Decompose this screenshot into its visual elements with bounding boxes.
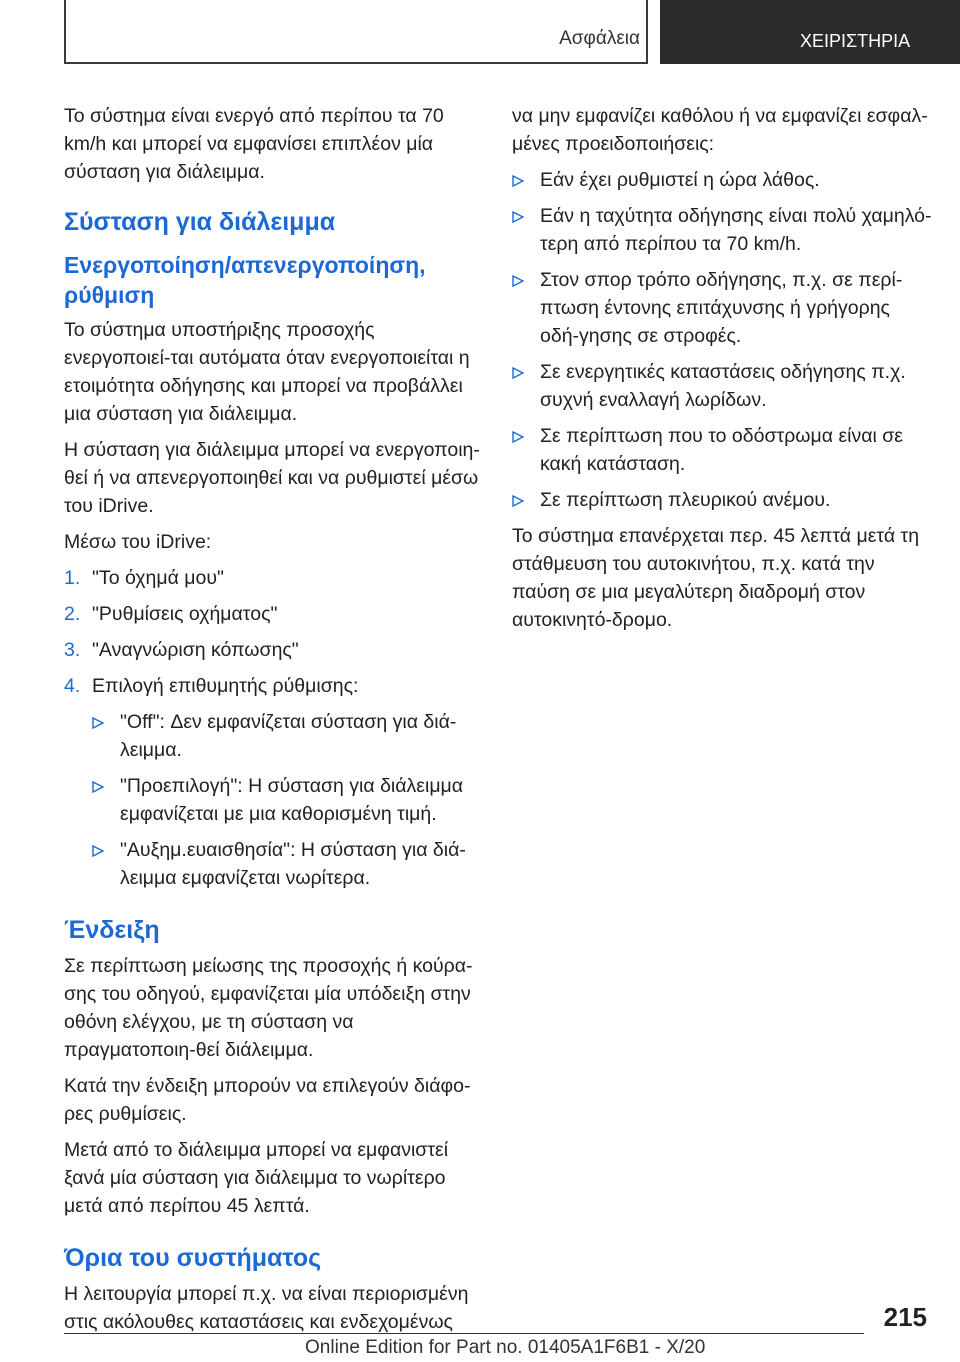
step-item bbox=[64, 636, 486, 664]
footer-divider bbox=[64, 1333, 864, 1334]
header-chapter-tab: ΧΕΙΡΙΣΤΗΡΙΑ bbox=[660, 0, 960, 64]
paragraph: Η λειτουργία μπορεί π.χ. να είναι περιορισμένη στις ακόλουθες καταστάσεις και ενδεχομένως bbox=[64, 1283, 469, 1333]
step-number: 2. bbox=[64, 603, 81, 625]
bullet-item bbox=[512, 358, 934, 414]
step-text: "Ρυθμίσεις οχήματος" bbox=[92, 603, 278, 625]
right-column bbox=[512, 102, 934, 642]
step-number: 3. bbox=[64, 639, 81, 661]
paragraph: Μετά από το διάλειμμα μπορεί να εμφανιστεί ξανά μία σύσταση για διάλειμμα το νωρίτερο μετά από περίπου 45 λεπτά. bbox=[64, 1139, 449, 1217]
paragraph: Η σύσταση για διάλειμμα μπορεί να ενεργοποιη-θεί ή να απενεργοποιηθεί και να ρυθμιστεί μέσω του iDrive. bbox=[64, 439, 480, 517]
paragraph: Το σύστημα επανέρχεται περ. 45 λεπτά μετά τη στάθμευση του αυτοκινήτου, π.χ. κατά την παύση σε μια μεγαλύτερη διαδρομή στον αυτοκινητό-δρομο. bbox=[512, 525, 920, 631]
option-text: "Αυξημ.ευαισθησία": Η σύσταση για διά-λειμμα εμφανίζεται νωρίτερα. bbox=[120, 839, 466, 889]
bullet-item bbox=[512, 266, 934, 350]
bullet-text: Σε ενεργητικές καταστάσεις οδήγησης π.χ. συχνή εναλλαγή λωρίδων. bbox=[540, 361, 906, 411]
triangle-bullet-icon bbox=[512, 166, 540, 194]
header-section-title: Ασφάλεια bbox=[559, 28, 640, 49]
step-number: 1. bbox=[64, 567, 81, 589]
intro-paragraph: Το σύστημα είναι ενεργό από περίπου τα 70 km/h και μπορεί να εμφανίσει επιπλέον μία σύσταση για διάλειμμα. bbox=[64, 105, 444, 183]
section-heading-indication: Ένδειξη bbox=[64, 916, 160, 944]
option-text: "Προεπιλογή": Η σύσταση για διάλειμμα εμφανίζεται με μια καθορισμένη τιμή. bbox=[120, 775, 464, 825]
triangle-bullet-icon bbox=[92, 772, 120, 828]
triangle-bullet-icon bbox=[512, 266, 540, 350]
step-text: "Το όχημά μου" bbox=[92, 567, 224, 589]
paragraph: Κατά την ένδειξη μπορούν να επιλεγούν διάφο-ρες ρυθμίσεις. bbox=[64, 1075, 471, 1125]
option-item bbox=[64, 836, 486, 892]
bullet-text: Στον σπορ τρόπο οδήγησης, π.χ. σε περί-πτωση έντονης επιτάχυνσης ή γρήγορης οδή-γησης σε στροφές. bbox=[540, 269, 903, 347]
triangle-bullet-icon bbox=[512, 422, 540, 478]
bullet-text: Σε περίπτωση που το οδόστρωμα είναι σε κακή κατάσταση. bbox=[540, 425, 903, 475]
paragraph: να μην εμφανίζει καθόλου ή να εμφανίζει εσφαλ-μένες προειδοποιήσεις: bbox=[512, 105, 928, 155]
bullet-text: Σε περίπτωση πλευρικού ανέμου. bbox=[540, 489, 831, 511]
bullet-item bbox=[512, 166, 934, 194]
triangle-bullet-icon bbox=[512, 202, 540, 258]
page-number: 215 bbox=[883, 1302, 927, 1332]
triangle-bullet-icon bbox=[92, 836, 120, 892]
step-number: 4. bbox=[64, 675, 81, 697]
bullet-text: Εάν η ταχύτητα οδήγησης είναι πολύ χαμηλό-τερη από περίπου τα 70 km/h. bbox=[540, 205, 932, 255]
section-heading-break: Σύσταση για διάλειμμα bbox=[64, 208, 336, 236]
section-heading-limits: Όρια του συστήματος bbox=[64, 1244, 322, 1272]
paragraph: Μέσω του iDrive: bbox=[64, 531, 212, 553]
triangle-bullet-icon bbox=[512, 358, 540, 414]
subheading-activation: Ενεργοποίηση/απενεργοποίηση, ρύθμιση bbox=[64, 252, 426, 308]
triangle-bullet-icon bbox=[92, 708, 120, 764]
triangle-bullet-icon bbox=[512, 486, 540, 514]
bullet-item bbox=[512, 202, 934, 258]
bullet-item bbox=[512, 422, 934, 478]
option-text: "Off": Δεν εμφανίζεται σύσταση για διά-λειμμα. bbox=[120, 711, 457, 761]
step-item bbox=[64, 672, 486, 700]
paragraph: Το σύστημα υποστήριξης προσοχής ενεργοποιεί-ται αυτόματα όταν ενεργοποιείται η ετοιμότητα οδήγησης και μπορεί να προβάλλει μια σύσταση για διάλειμμα. bbox=[64, 319, 470, 425]
left-column bbox=[64, 102, 486, 1344]
paragraph: Σε περίπτωση μείωσης της προσοχής ή κούρα-σης του οδηγού, εμφανίζεται μία υπόδειξη στην οθόνη ελέγχου, με τη σύσταση να πραγματοποιη-θεί διάλειμμα. bbox=[64, 955, 473, 1061]
bullet-item bbox=[512, 486, 934, 514]
step-item bbox=[64, 600, 486, 628]
option-item bbox=[64, 708, 486, 764]
step-text: "Αναγνώριση κόπωσης" bbox=[92, 639, 299, 661]
footer-edition-text: Online Edition for Part no. 01405A1F6B1 - X/20 bbox=[305, 1337, 706, 1358]
step-text: Επιλογή επιθυμητής ρύθμισης: bbox=[92, 675, 359, 697]
option-item bbox=[64, 772, 486, 828]
bullet-text: Εάν έχει ρυθμιστεί η ώρα λάθος. bbox=[540, 169, 820, 191]
step-item bbox=[64, 564, 486, 592]
